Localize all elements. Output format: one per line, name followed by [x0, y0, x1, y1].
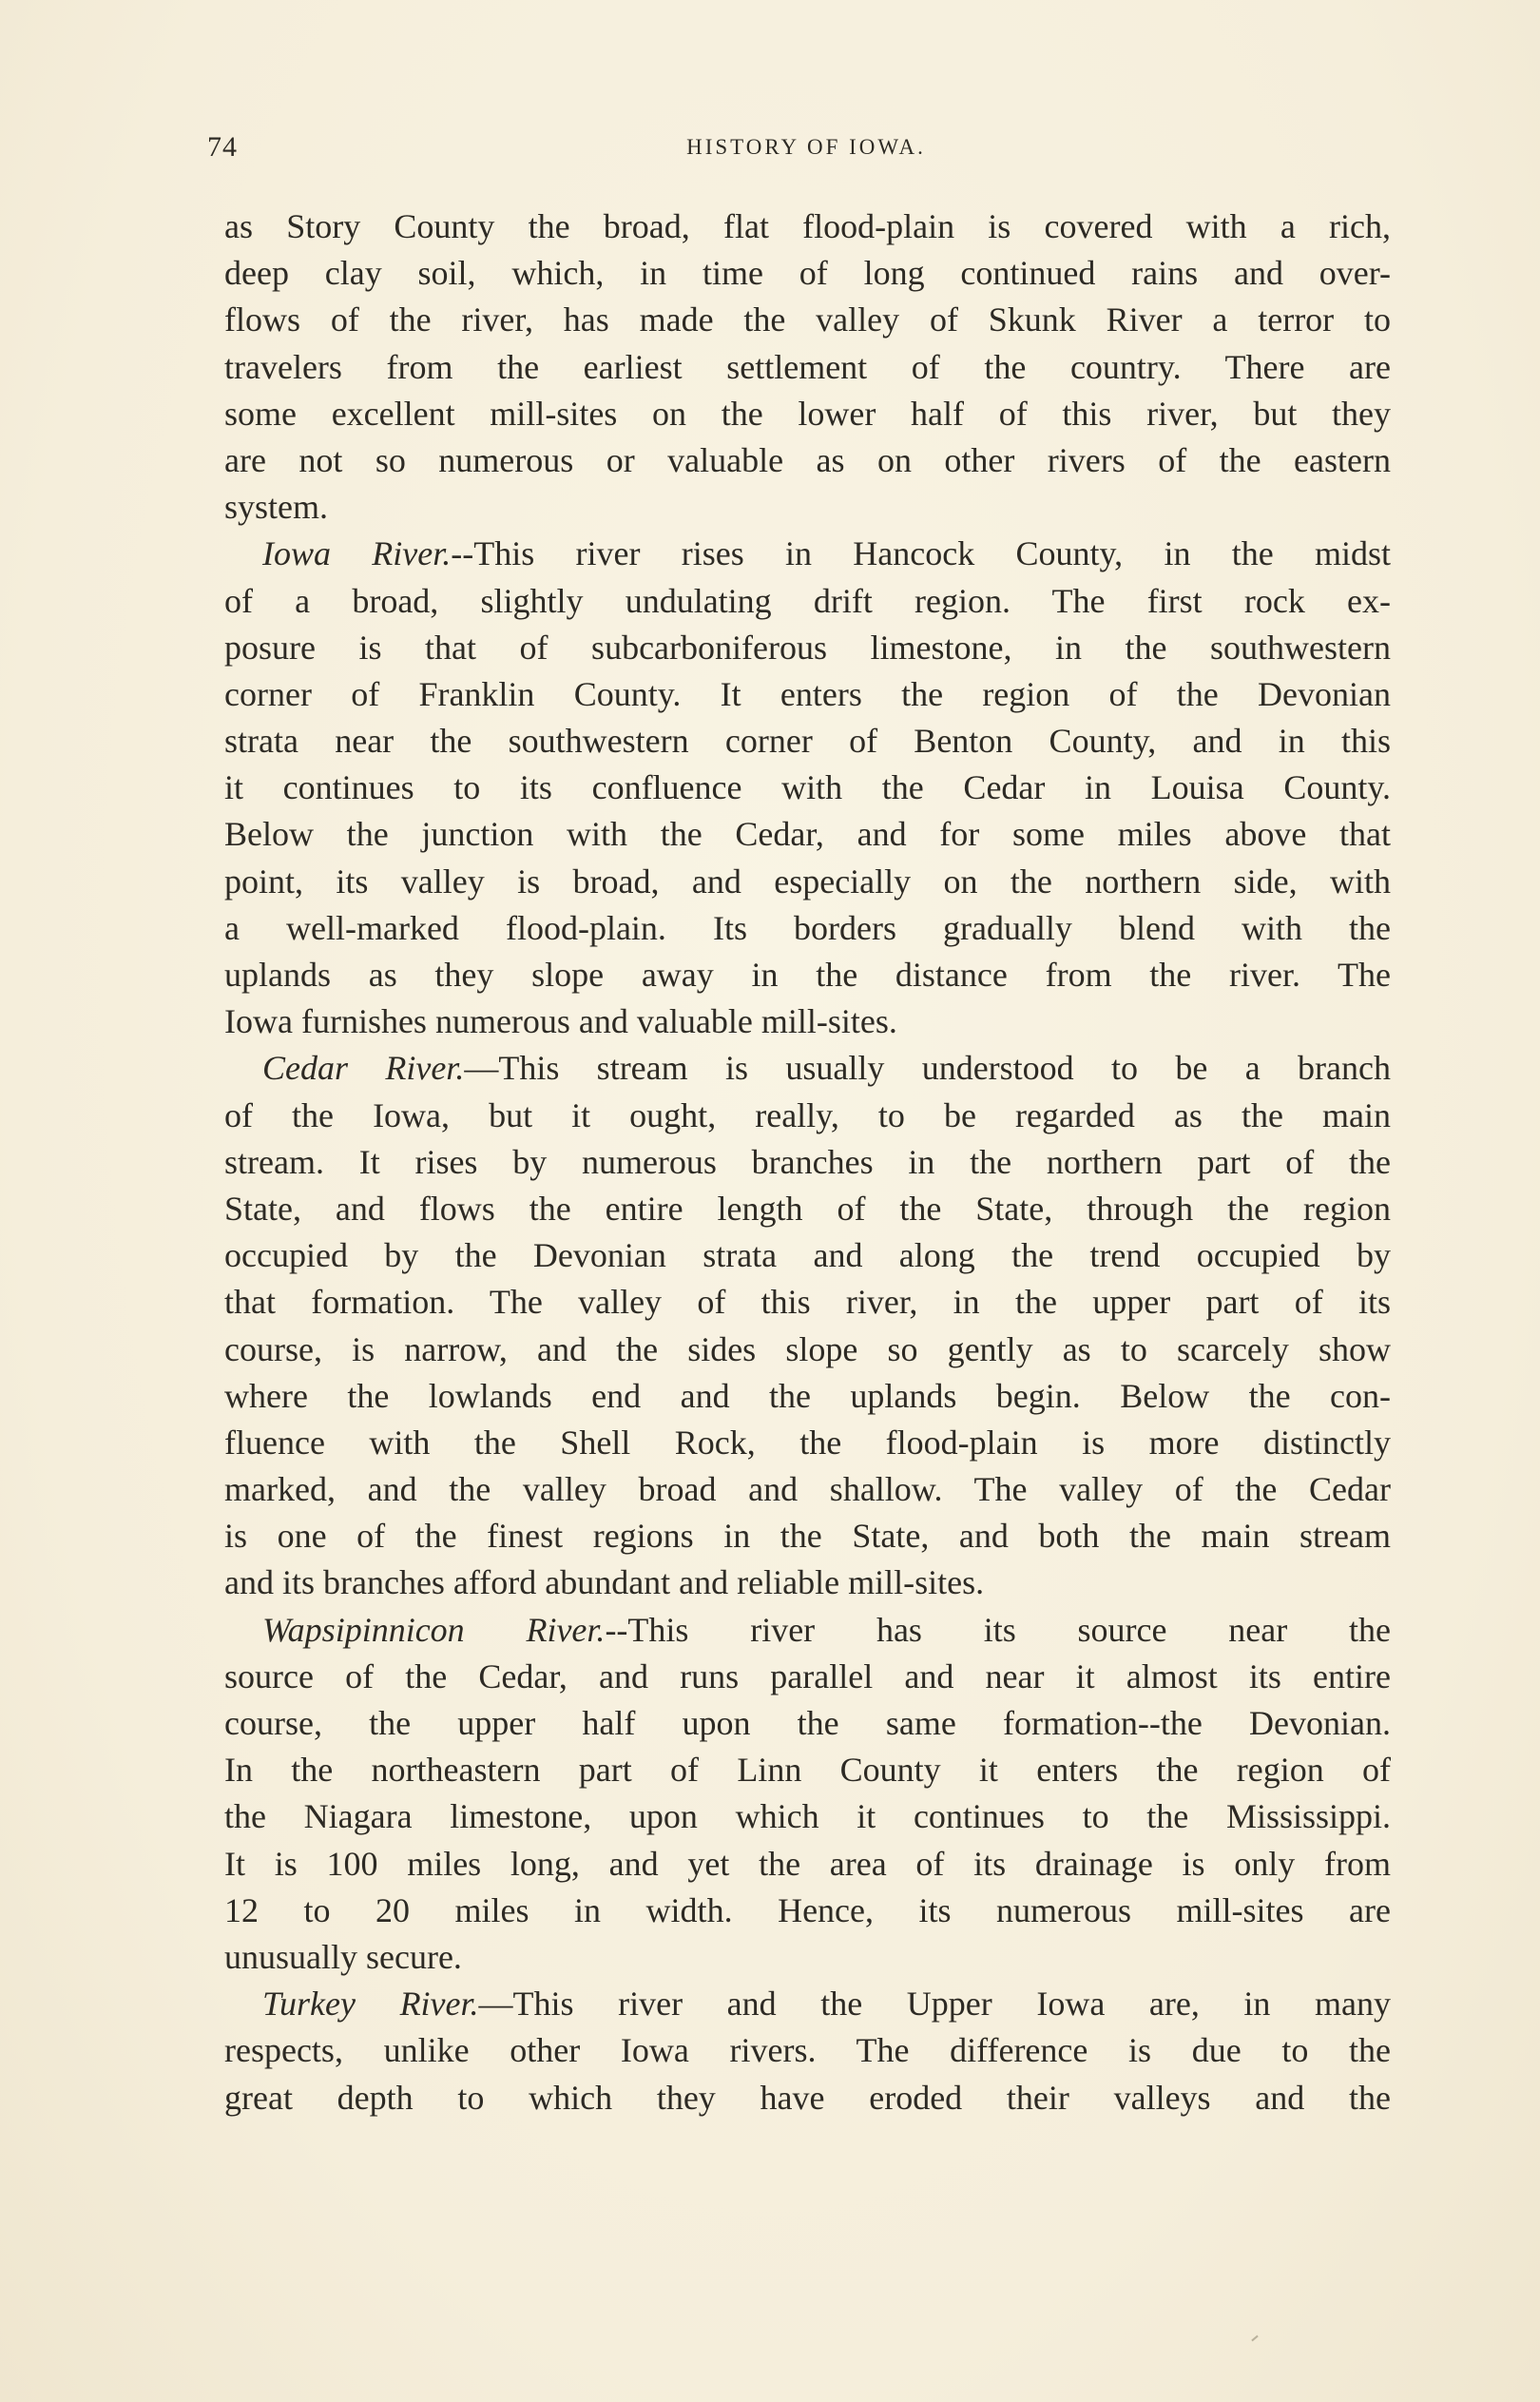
line-text: Iowa furnishes numerous and valuable mill-sites.: [224, 1002, 897, 1041]
line-text: respects, unlike other Iowa rivers. The difference is due to the: [224, 2031, 1391, 2070]
text-line: [224, 905, 1391, 952]
paper-speck: [1251, 2335, 1258, 2342]
text-line: [224, 859, 1391, 905]
line-text: great depth to which they have eroded their valleys and the: [224, 2078, 1391, 2117]
running-head: HISTORY OF IOWA.: [686, 135, 926, 159]
line-text: In the northeastern part of Linn County it enters the region of: [224, 1751, 1391, 1790]
line-text: deep clay soil, which, in time of long continued rains and over-: [224, 254, 1391, 293]
line-text: is one of the finest regions in the State, and both the main stream: [224, 1517, 1391, 1556]
section-heading-line: [224, 1045, 1391, 1092]
text-line: [224, 1373, 1391, 1420]
text-line: [224, 484, 1391, 531]
text-line: [224, 718, 1391, 765]
line-text: posure is that of subcarboniferous limestone, in the southwestern: [224, 628, 1391, 667]
line-text: a well-marked flood-plain. Its borders gradually blend with the: [224, 908, 1391, 947]
line-text: —This stream is usually understood to be a branch: [464, 1049, 1391, 1088]
text-line: [224, 1232, 1391, 1279]
text-line: [224, 1420, 1391, 1466]
text-line: [224, 297, 1391, 343]
section-heading-line: [224, 1981, 1391, 2027]
text-line: [224, 1888, 1391, 1934]
line-text: the Niagara limestone, upon which it continues to the Mississippi.: [224, 1797, 1391, 1836]
line-text: course, is narrow, and the sides slope so gently as to scarcely show: [224, 1329, 1391, 1368]
line-text: of a broad, slightly undulating drift region. The first rock ex-: [224, 581, 1391, 620]
text-line: [224, 625, 1391, 671]
line-text: Below the junction with the Cedar, and for some miles above that: [224, 815, 1391, 854]
line-text: 12 to 20 miles in width. Hence, its numerous mill-sites are: [224, 1890, 1391, 1929]
text-line: [224, 1747, 1391, 1793]
line-text: fluence with the Shell Rock, the flood-plain is more distinctly: [224, 1423, 1391, 1462]
line-text: occupied by the Devonian strata and along the trend occupied by: [224, 1236, 1391, 1275]
line-text: source of the Cedar, and runs parallel and near it almost its entire: [224, 1656, 1391, 1695]
text-line: [224, 1139, 1391, 1186]
text-line: [224, 1186, 1391, 1232]
text-line: [224, 2075, 1391, 2121]
text-line: [224, 811, 1391, 858]
text-line: [224, 952, 1391, 998]
text-line: [224, 1793, 1391, 1840]
line-text: uplands as they slope away in the distance from the river. The: [224, 956, 1391, 994]
body-text: [224, 203, 1391, 2121]
line-text: some excellent mill-sites on the lower half of this river, but they: [224, 394, 1391, 433]
line-text: course, the upper half upon the same formation--the Devonian.: [224, 1704, 1391, 1742]
line-text: --This river rises in Hancock County, in the midst: [451, 534, 1391, 573]
section-heading: Turkey River.: [262, 1985, 479, 2024]
text-line: [224, 391, 1391, 437]
text-line: [224, 344, 1391, 391]
text-line: [224, 1327, 1391, 1373]
line-text: system.: [224, 488, 329, 527]
text-line: [224, 1513, 1391, 1559]
line-text: are not so numerous or valuable as on other rivers of the eastern: [224, 440, 1391, 479]
line-text: stream. It rises by numerous branches in the northern part of the: [224, 1142, 1391, 1181]
text-line: [224, 2027, 1391, 2074]
page-header: [207, 131, 1405, 169]
text-line: [224, 1279, 1391, 1326]
text-line: [224, 578, 1391, 625]
line-text: where the lowlands end and the uplands begin. Below the con-: [224, 1376, 1391, 1415]
text-line: [224, 250, 1391, 297]
line-text: --This river has its source near the: [605, 1610, 1391, 1649]
line-text: as Story County the broad, flat flood-plain is covered with a rich,: [224, 207, 1391, 245]
text-line: [224, 437, 1391, 484]
line-text: strata near the southwestern corner of Benton County, and in this: [224, 722, 1391, 761]
text-line: [224, 1934, 1391, 1981]
line-text: It is 100 miles long, and yet the area of its drainage is only from: [224, 1844, 1391, 1883]
line-text: marked, and the valley broad and shallow. The valley of the Cedar: [224, 1470, 1391, 1509]
line-text: travelers from the earliest settlement of the country. There are: [224, 347, 1391, 386]
line-text: it continues to its confluence with the Cedar in Louisa County.: [224, 768, 1391, 807]
line-text: and its branches afford abundant and reliable mill-sites.: [224, 1563, 985, 1602]
line-text: unusually secure.: [224, 1937, 462, 1976]
line-text: of the Iowa, but it ought, really, to be regarded as the main: [224, 1095, 1391, 1134]
page-number: 74: [207, 131, 238, 163]
text-line: [224, 671, 1391, 718]
line-text: that formation. The valley of this river, in the upper part of its: [224, 1283, 1391, 1322]
text-line: [224, 203, 1391, 250]
text-line: [224, 998, 1391, 1045]
line-text: flows of the river, has made the valley of Skunk River a terror to: [224, 300, 1391, 339]
section-heading: Wapsipinnicon River.: [262, 1610, 606, 1649]
line-text: point, its valley is broad, and especially on the northern side, with: [224, 862, 1391, 901]
line-text: corner of Franklin County. It enters the region of the Devonian: [224, 674, 1391, 713]
section-heading: Iowa River.: [262, 534, 452, 573]
text-line: [224, 1841, 1391, 1888]
section-heading: Cedar River.: [262, 1049, 465, 1088]
line-text: State, and flows the entire length of the State, through the region: [224, 1189, 1391, 1228]
text-line: [224, 765, 1391, 811]
text-line: [224, 1700, 1391, 1747]
text-line: [224, 1559, 1391, 1606]
section-heading-line: [224, 531, 1391, 577]
text-line: [224, 1093, 1391, 1139]
text-line: [224, 1466, 1391, 1513]
section-heading-line: [224, 1607, 1391, 1654]
text-line: [224, 1654, 1391, 1700]
line-text: —This river and the Upper Iowa are, in many: [478, 1985, 1391, 2024]
